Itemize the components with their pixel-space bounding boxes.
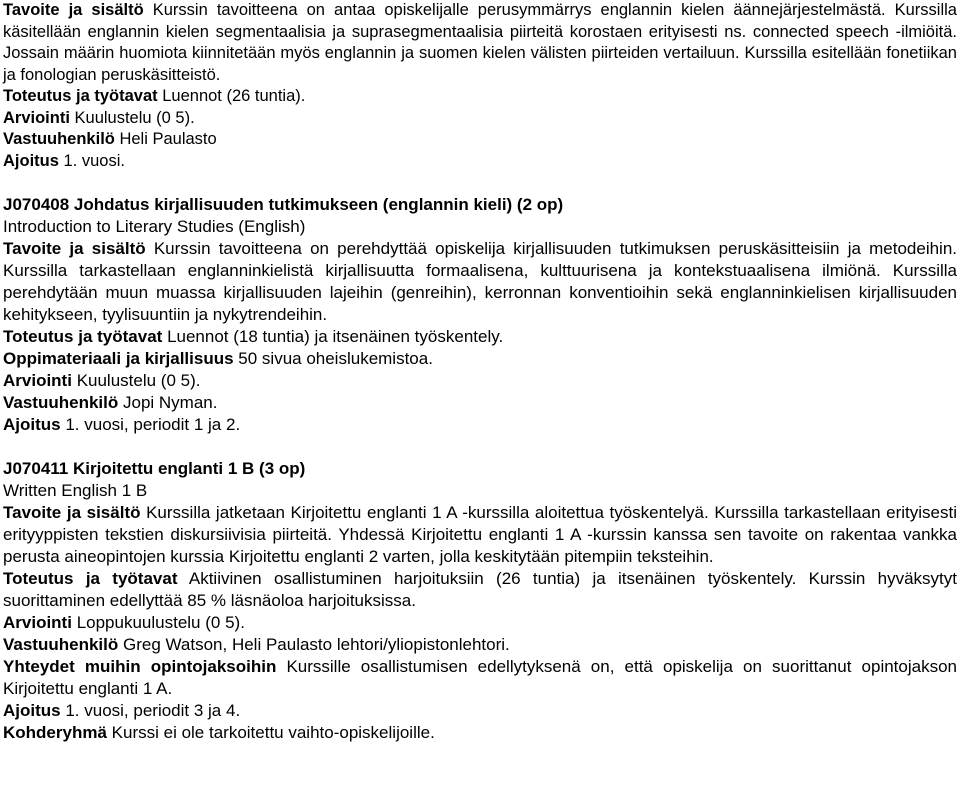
course-j070408-vastuu-text: Jopi Nyman. bbox=[122, 393, 218, 412]
course-j070408-toteutus-text: Luennot (18 tuntia) ja itsenäinen työskentely. bbox=[167, 327, 504, 346]
course-j070408-arviointi-line bbox=[3, 370, 957, 392]
course-j070411-yhteydet-label: Yhteydet muihin opintojaksoihin bbox=[3, 657, 277, 676]
course-j070411-section bbox=[3, 458, 957, 744]
prev-tavoite-paragraph bbox=[3, 0, 957, 86]
course-j070408-ajoitus-label: Ajoitus bbox=[3, 415, 61, 434]
prev-vastuu-line bbox=[3, 129, 957, 151]
section-spacer bbox=[3, 172, 957, 194]
section-spacer bbox=[3, 436, 957, 458]
course-j070411-toteutus-text: Aktiivinen osallistuminen harjoituksiin (26 tuntia) ja itsenäinen työskentely. Kurssin hyväksytyt suorittaminen edellyttää 85 % läsnäoloa harjoituksissa. bbox=[3, 569, 957, 610]
course-j070411-vastuu-text: Greg Watson, Heli Paulasto lehtori/yliopistonlehtori. bbox=[122, 635, 510, 654]
prev-arviointi-label: Arviointi bbox=[3, 108, 70, 127]
course-j070411-kohderyhma-text: Kurssi ei ole tarkoitettu vaihto-opiskelijoille. bbox=[111, 723, 435, 742]
course-j070411-ajoitus-label: Ajoitus bbox=[3, 701, 61, 720]
course-j070408-oppimateriaali-text: 50 sivua oheislukemistoa. bbox=[238, 349, 433, 368]
course-j070408-toteutus-label: Toteutus ja työtavat bbox=[3, 327, 163, 346]
course-j070408-arviointi-label: Arviointi bbox=[3, 371, 72, 390]
course-j070411-kohderyhma-line bbox=[3, 722, 957, 744]
course-j070408-oppimateriaali-line bbox=[3, 348, 957, 370]
course-j070408-tavoite-text: Kurssin tavoitteena on perehdyttää opiskelija kirjallisuuden tutkimuksen peruskäsitteisiin ja metodeihin. Kurssilla tarkastellaan englanninkielistä kirjallisuutta formaalisena, kulttuurisena ja kontekstuaalisena ilmiönä. Kurssilla perehdytään muun muassa kirjallisuuden lajeihin (genreihin), kerronnan konventioihin sekä englanninkielisen kirjallisuuden kehitykseen, tyylisuuntiin ja nykytrendeihin. bbox=[3, 239, 957, 324]
prev-ajoitus-label: Ajoitus bbox=[3, 151, 59, 170]
prev-tavoite-label: Tavoite ja sisältö bbox=[3, 1, 144, 19]
course-j070408-vastuu-line bbox=[3, 392, 957, 414]
prev-toteutus-label: Toteutus ja työtavat bbox=[3, 87, 158, 105]
course-j070408-arviointi-text: Kuulustelu (0 5). bbox=[76, 371, 201, 390]
course-j070411-tavoite-text: Kurssilla jatketaan Kirjoitettu englanti 1 A -kurssilla aloitettua työskentelyä. Kurssilla tarkastellaan erityisesti erityyppisten tekstien diskursiivisia piirteitä. Yhdessä Kirjoitettu englanti 1 A -kurssin kanssa sen tavoite on rakentaa vankka perusta aineopintojen kurssia Kirjoitettu englanti 2 varten, jolla keskitytään pitempiin teksteihin. bbox=[3, 503, 957, 566]
course-j070408-toteutus-line bbox=[3, 326, 957, 348]
prev-arviointi-text: Kuulustelu (0 5). bbox=[74, 108, 195, 127]
course-j070411-subtitle: Written English 1 B bbox=[3, 481, 148, 500]
prev-arviointi-line bbox=[3, 108, 957, 130]
course-j070408-heading: J070408 Johdatus kirjallisuuden tutkimukseen (englannin kieli) (2 op) bbox=[3, 195, 564, 214]
prev-toteutus-text: Luennot (26 tuntia). bbox=[162, 87, 306, 105]
course-j070411-toteutus-paragraph bbox=[3, 568, 957, 612]
course-j070408-tavoite-label: Tavoite ja sisältö bbox=[3, 239, 146, 258]
course-j070411-ajoitus-text: 1. vuosi, periodit 3 ja 4. bbox=[65, 701, 241, 720]
course-j070411-kohderyhma-label: Kohderyhmä bbox=[3, 723, 107, 742]
prev-vastuu-label: Vastuuhenkilö bbox=[3, 130, 115, 148]
course-j070411-arviointi-line bbox=[3, 612, 957, 634]
course-j070411-toteutus-label: Toteutus ja työtavat bbox=[3, 569, 178, 588]
course-j070411-ajoitus-line bbox=[3, 700, 957, 722]
course-j070408-oppimateriaali-label: Oppimateriaali ja kirjallisuus bbox=[3, 349, 234, 368]
course-j070411-yhteydet-text: Kurssille osallistumisen edellytyksenä on, että opiskelija on suorittanut opintojakson Kirjoitettu englanti 1 A. bbox=[3, 657, 957, 698]
course-j070411-yhteydet-paragraph bbox=[3, 656, 957, 700]
prev-ajoitus-text: 1. vuosi. bbox=[63, 151, 125, 170]
course-j070408-ajoitus-text: 1. vuosi, periodit 1 ja 2. bbox=[65, 415, 241, 434]
course-j070408-tavoite-paragraph bbox=[3, 238, 957, 326]
prev-ajoitus-line bbox=[3, 151, 957, 173]
course-j070411-tavoite-paragraph bbox=[3, 502, 957, 568]
course-j070408-section bbox=[3, 194, 957, 436]
prev-vastuu-text: Heli Paulasto bbox=[119, 130, 217, 148]
course-j070408-vastuu-label: Vastuuhenkilö bbox=[3, 393, 119, 412]
course-j070411-vastuu-label: Vastuuhenkilö bbox=[3, 635, 119, 654]
prev-toteutus-line bbox=[3, 86, 957, 108]
course-j070411-heading: J070411 Kirjoitettu englanti 1 B (3 op) bbox=[3, 459, 306, 478]
course-j070411-arviointi-label: Arviointi bbox=[3, 613, 72, 632]
prev-course-section bbox=[3, 0, 957, 172]
course-j070408-ajoitus-line bbox=[3, 414, 957, 436]
course-j070411-arviointi-text: Loppukuulustelu (0 5). bbox=[76, 613, 245, 632]
prev-tavoite-text: Kurssin tavoitteena on antaa opiskelijalle perusymmärrys englannin kielen äännejärjestelmästä. Kurssilla käsitellään englannin kielen segmentaalisia ja suprasegmentaalisia piirteitä korostaen erityisesti ns. connected speech -ilmiöitä. Jossain määrin huomiota kiinnitetään myös englannin ja suomen kielen välisten piirteiden vertailuun. Kurssilla esitellään fonetiikan ja fonologian peruskäsitteistö. bbox=[3, 1, 957, 84]
course-j070411-tavoite-label: Tavoite ja sisältö bbox=[3, 503, 141, 522]
course-j070408-subtitle: Introduction to Literary Studies (English) bbox=[3, 217, 306, 236]
course-j070411-vastuu-line bbox=[3, 634, 957, 656]
